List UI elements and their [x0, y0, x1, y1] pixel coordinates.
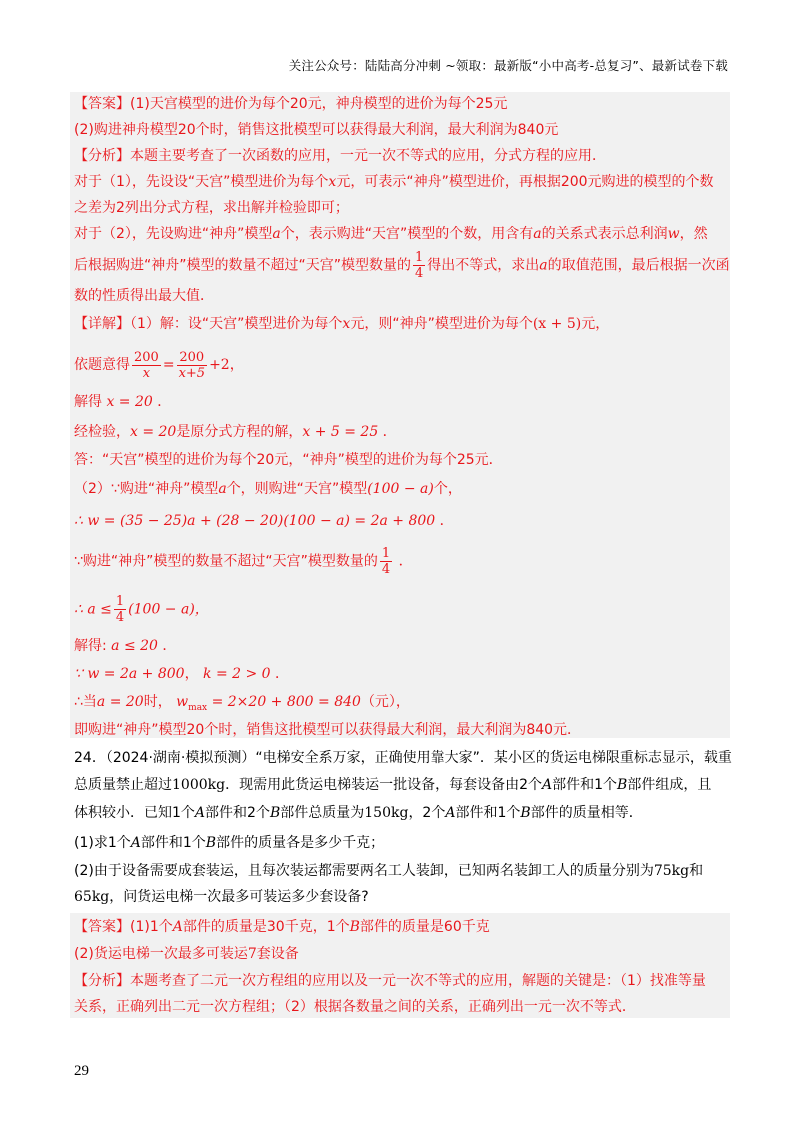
- detail-solve: 解得 x = 20 ．: [74, 394, 172, 410]
- q24-answer-2: (2)货运电梯一次最多可装运7套设备: [74, 946, 299, 962]
- q24-stem-1: 24．（2024·湖南·模拟预测）“电梯安全系万家，正确使用靠大家”．某小区的货运电梯限重标志显示，载重: [74, 750, 732, 766]
- q24-sub-2: (2)由于设备需要成套装运，且每次装运都需要两名工人装卸，已知两名装卸工人的质量分别为75kg和: [74, 863, 704, 879]
- detail-inequality: ∴ a ≤ $\frac{1}{4}$ (100 − a)，: [74, 594, 209, 625]
- q24-stem-3: 体积较小．已知1个A部件和2个B部件总质量为150kg，2个A部件和1个B部件的质量相等．: [74, 805, 643, 821]
- q24-sub-1: (1)求1个A部件和1个B部件的质量各是多少千克；: [74, 835, 385, 851]
- detail-slope: ∵ w = 2a + 800， k = 2 > 0 ．: [74, 666, 290, 682]
- analysis-line-2: 对于（1），先设设“天宫”模型进价为每个x元，可表示“神舟”模型进价，再根据200元购进的模型的个数: [74, 174, 714, 190]
- analysis-line-1: 【分析】本题主要考查了一次函数的应用，一元一次不等式的应用，分式方程的应用．: [74, 148, 606, 164]
- detail-condition: ∵购进“神舟”模型的数量不超过“天宫”模型数量的 $\frac{1}{4}$ ．: [74, 546, 413, 577]
- answer-line-2: (2)购进神舟模型20个时，销售这批模型可以获得最大利润，最大利润为840元: [74, 122, 559, 138]
- detail-conclusion: 即购进“神舟”模型20个时，销售这批模型可以获得最大利润，最大利润为840元．: [74, 722, 582, 738]
- q24-analysis-1: 【分析】本题考查了二元一次方程组的应用以及一元一次不等式的应用，解题的关键是：（1）找准等量: [74, 973, 706, 989]
- detail-part2: （2）∵购进“神舟”模型a个，则购进“天宫”模型(100 − a)个，: [74, 481, 462, 497]
- analysis-line-3: 之差为2列出分式方程，求出解并检验即可；: [74, 200, 349, 216]
- analysis-line-4: 对于（2），先设购进“神舟”模型a个，表示购进“天宫”模型的个数，用含有a的关系式表示总利润w，然: [74, 226, 708, 242]
- detail-answer-1: 答：“天宫”模型的进价为每个20元，“神舟”模型的进价为每个25元．: [74, 452, 503, 468]
- analysis-line-5: 后根据购进“神舟”模型的数量不超过“天宫”模型数量的 $\frac{1}{4}$ 得出不等式，求出a的取值范围，最后根据一次函: [74, 250, 730, 281]
- q24-stem-2: 总质量禁止超过1000kg．现需用此货运电梯装运一批设备，每套设备由2个A部件和1个B部件组成，且: [74, 777, 712, 793]
- page-header: 关注公众号：陆陆高分冲刺 ~领取：最新版“小中高考-总复习”、最新试卷下载: [288, 58, 728, 73]
- detail-solve-2: 解得: a ≤ 20 ．: [74, 638, 177, 654]
- detail-check: 经检验，x = 20是原分式方程的解，x + 5 = 25 ．: [74, 424, 397, 440]
- detail-max: ∴当a = 20时， $w_{max} = 2\times 20 + 800 = 840$（元），: [74, 694, 410, 713]
- q24-answer-1: 【答案】(1)1个A部件的质量是30千克，1个B部件的质量是60千克: [74, 919, 490, 935]
- fraction-one-quarter: $\frac{1}{4}$: [415, 250, 424, 281]
- analysis-line-6: 数的性质得出最大值．: [74, 288, 214, 304]
- detail-profit-expr: ∴ w = (35 − 25)a + (28 − 20)(100 − a) = 2a + 800 ．: [74, 513, 454, 529]
- q24-sub-2-cont: 65kg，问货运电梯一次最多可装运多少套设备?: [74, 889, 369, 905]
- answer-line-1: 【答案】(1)天宫模型的进价为每个20元，神舟模型的进价为每个25元: [74, 96, 508, 112]
- detail-line-1: 【详解】（1）解：设“天宫”模型进价为每个x元，则“神舟”模型进价为每个(x + 5)元，: [74, 316, 610, 332]
- q24-analysis-2: 关系，正确列出二元一次方程组；（2）根据各数量之间的关系，正确列出一元一次不等式．: [74, 999, 636, 1015]
- page-number: 29: [74, 1063, 89, 1079]
- detail-equation: 依题意得 $\frac{200}{x}$ = $\frac{200}{x+5}$ +2，: [74, 349, 244, 381]
